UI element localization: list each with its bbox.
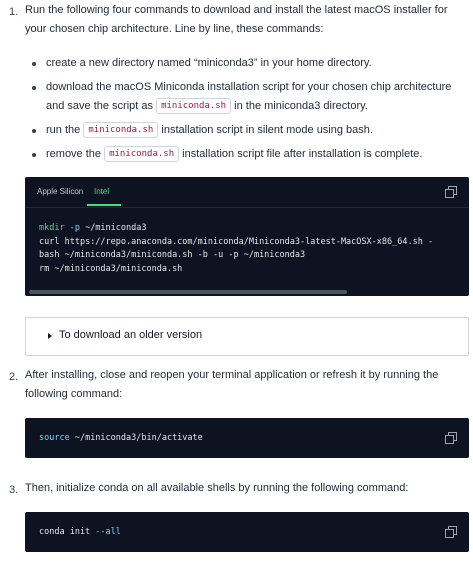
inline-code-miniconda-sh: miniconda.sh [156,98,231,114]
bullet-item-2 [46,78,469,115]
step-number-1: 1. [9,6,19,18]
code-line: curl https://repo.anaconda.com/miniconda/Miniconda3-latest-MacOSX-x86_64.sh - [39,236,434,247]
step-2-line-2: following command: [25,388,123,400]
bullet-dot [32,129,36,133]
bullet-2-line-2-pre: and save the script as [46,100,157,112]
step-3-line-1: Then, initialize conda on all available shells by running the following command: [25,482,409,494]
copy-icon[interactable] [445,186,457,198]
bullet-item-1: create a new directory named “miniconda3” in your home directory. [46,57,372,69]
conda-init-code-block [25,512,469,552]
install-code-block [25,177,469,296]
bullet-dot [32,153,36,157]
horizontal-scrollbar[interactable] [29,290,347,294]
step-number-2: 2. [9,371,19,383]
step-1-line-2: your chosen chip architecture. Line by line, these commands: [25,23,324,35]
bullet-dot [32,62,36,66]
step-3-text [25,479,467,498]
bullet-2-line-1: download the macOS Miniconda installation script for your chosen chip architecture [46,81,452,93]
activate-command: source ~/miniconda3/bin/activate [39,433,203,443]
inline-code-miniconda-sh: miniconda.sh [83,122,158,138]
details-summary[interactable]: To download an older version [59,329,203,341]
older-version-details[interactable] [25,317,469,356]
bullet-item-3: run the miniconda.sh installation script in silent mode using bash. [46,124,373,136]
conda-init-command: conda init --all [39,527,121,537]
code-line: rm ~/miniconda3/miniconda.sh [39,263,183,274]
tab-intel[interactable]: Intel [94,187,110,196]
triangle-right-icon [48,333,52,339]
inline-code-miniconda-sh: miniconda.sh [104,146,179,162]
step-2-line-1: After installing, close and reopen your terminal application or refresh it by running the [25,369,439,381]
active-tab-indicator [87,204,121,206]
copy-icon[interactable] [445,526,457,538]
bullet-item-4: remove the miniconda.sh installation script file after installation is complete. [46,148,423,160]
copy-icon[interactable] [445,432,457,444]
tab-apple-silicon[interactable]: Apple Silicon [37,187,84,196]
code-tabs [25,177,469,208]
code-line: bash ~/miniconda3/miniconda.sh -b -u -p ~/miniconda3 [39,250,306,260]
bottom-fade [0,553,473,561]
step-number-3: 3. [9,484,19,496]
step-1-text [25,1,467,39]
bullet-2-line-2-post: in the miniconda3 directory. [231,100,368,112]
bullet-dot [32,86,36,90]
code-line: mkdir -p ~/miniconda3 [39,223,147,233]
step-1-line-1: Run the following four commands to download and install the latest macOS installer for [25,4,448,16]
activate-code-block [25,418,469,458]
step-2-text [25,366,467,404]
install-commands [39,222,433,276]
